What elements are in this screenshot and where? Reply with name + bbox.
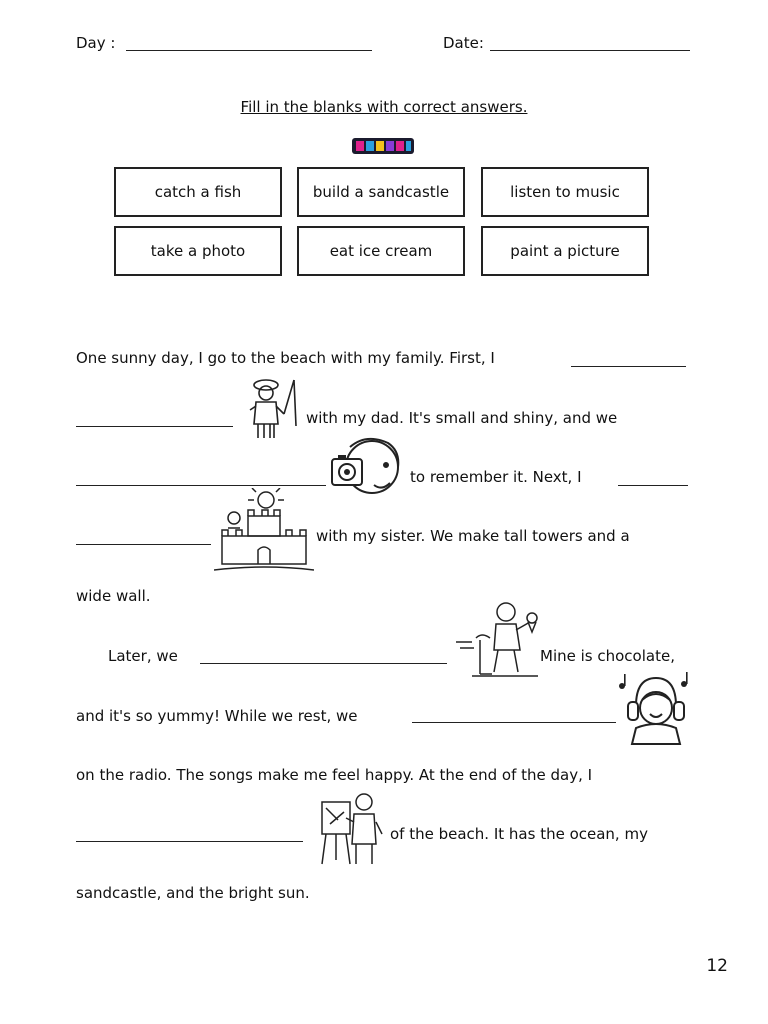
story-line-2: with my dad. It's small and shiny, and we [306, 409, 618, 427]
sandcastle-icon [214, 488, 314, 572]
word-bank-item: listen to music [481, 167, 649, 217]
story-line-4: with my sister. We make tall towers and a [316, 527, 630, 545]
date-field-line[interactable] [490, 50, 690, 51]
headphones-girl-icon [616, 670, 694, 746]
word-bank-item: catch a fish [114, 167, 282, 217]
answer-blank-4[interactable] [200, 663, 447, 664]
story-line-10: sandcastle, and the bright sun. [76, 884, 310, 902]
answer-blank-2[interactable] [76, 485, 326, 486]
day-label: Day : [76, 34, 116, 52]
answer-blank-1[interactable] [571, 366, 686, 367]
answer-blank-6[interactable] [76, 841, 303, 842]
story-line-8: on the radio. The songs make me feel happy. At the end of the day, I [76, 766, 593, 784]
word-bank-item: build a sandcastle [297, 167, 465, 217]
answer-blank-1-cont[interactable] [76, 426, 233, 427]
camera-boy-icon [328, 433, 404, 499]
word-bank-item: take a photo [114, 226, 282, 276]
story-line-7: and it's so yummy! While we rest, we [76, 707, 358, 725]
story-line-6a: Later, we [108, 647, 178, 665]
page-number: 12 [706, 956, 728, 976]
story-line-9: of the beach. It has the ocean, my [390, 825, 648, 843]
sticker-logo-icon [352, 136, 414, 156]
date-label: Date: [443, 34, 484, 52]
word-bank-item: eat ice cream [297, 226, 465, 276]
story-line-5: wide wall. [76, 587, 151, 605]
story-line-1: One sunny day, I go to the beach with my family. First, I [76, 349, 495, 367]
instructions-title: Fill in the blanks with correct answers. [240, 98, 528, 116]
ice-cream-icon [452, 598, 542, 680]
answer-blank-3-cont[interactable] [76, 544, 211, 545]
story-line-3: to remember it. Next, I [410, 468, 582, 486]
word-bank-item: paint a picture [481, 226, 649, 276]
fisherman-icon [240, 376, 300, 442]
answer-blank-5[interactable] [412, 722, 616, 723]
story-line-6b: Mine is chocolate, [540, 647, 675, 665]
day-field-line[interactable] [126, 50, 372, 51]
painter-icon [318, 790, 384, 866]
answer-blank-3[interactable] [618, 485, 688, 486]
